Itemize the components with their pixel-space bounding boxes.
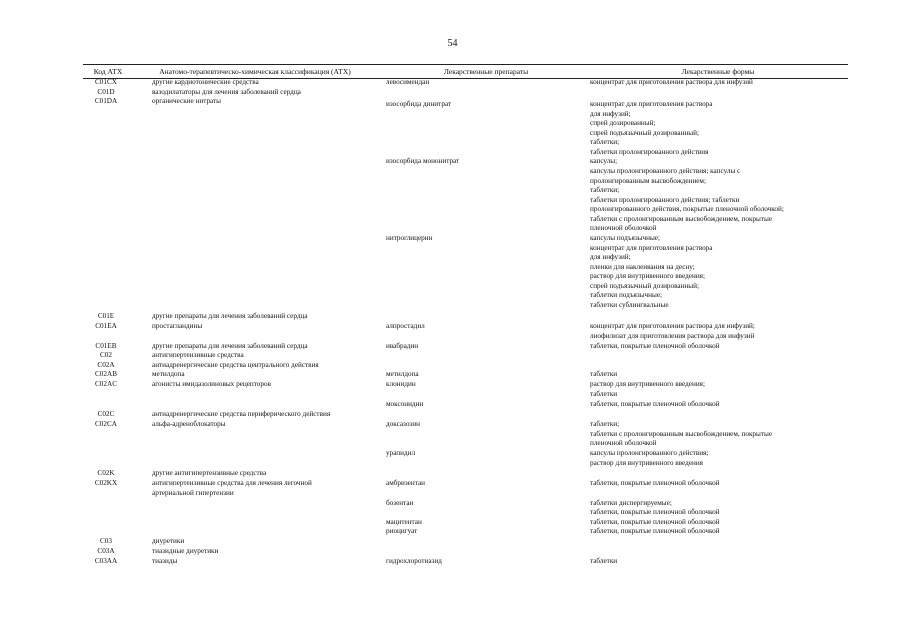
table-cell-classification: тиазидные диуретики	[152, 547, 219, 555]
table-cell-drug: мацитентан	[386, 518, 422, 526]
table-cell-code: C02KX	[94, 479, 118, 487]
table-cell-form: таблетки, покрытые пленочной оболочкой	[590, 518, 720, 526]
table-cell-form: пролонгированным высвобождением;	[590, 177, 706, 185]
table-cell-classification: другие кардиотонические средства	[152, 78, 259, 86]
table-cell-form: спрей дозированный;	[590, 119, 656, 127]
table-cell-form: пленки для наклеивания на десну;	[590, 263, 695, 271]
table-cell-drug: нитроглицерин	[386, 234, 433, 242]
table-cell-drug: моксонидин	[386, 400, 424, 408]
table-cell-drug: метилдопа	[386, 370, 419, 378]
table-cell-drug: риоцигуат	[386, 527, 418, 535]
table-cell-form: таблетки с пролонгированным высвобождением, покрытые	[590, 430, 773, 438]
table-cell-form: спрей подъязычный дозированный;	[590, 282, 699, 290]
table-cell-form: таблетки	[590, 390, 618, 398]
table-cell-classification: другие препараты для лечения заболеваний сердца	[152, 342, 308, 350]
table-cell-form: пленочной оболочкой	[590, 439, 657, 447]
table-cell-drug: ивабрадин	[386, 342, 419, 350]
page-number: 54	[447, 38, 458, 49]
table-cell-form: капсулы;	[590, 157, 618, 165]
table-cell-form: таблетки подъязычные;	[590, 291, 663, 299]
table-cell-classification: другие антигипертензивные средства	[152, 469, 267, 477]
table-cell-form: для инфузий;	[590, 253, 631, 261]
table-cell-code: C02C	[97, 410, 115, 418]
table-cell-drug: амбризентан	[386, 479, 425, 487]
table-cell-form: капсулы подъязычные;	[590, 234, 660, 242]
table-cell-code: C01CX	[95, 78, 117, 86]
table-cell-form: таблетки, покрытые пленочной оболочкой	[590, 400, 720, 408]
table-cell-form: концентрат для приготовления раствора для инфузий;	[590, 322, 755, 330]
table-cell-form: капсулы пролонгированного действия;	[590, 449, 709, 457]
table-cell-code: C02AB	[95, 370, 117, 378]
table-cell-code: C01E	[97, 312, 115, 320]
table-cell-form: таблетки	[590, 557, 618, 565]
table-cell-code: C03AA	[94, 557, 118, 565]
table-cell-form: спрей подъязычный дозированный;	[590, 129, 699, 137]
table-cell-code: C02AC	[95, 380, 117, 388]
table-cell-code: C01DA	[94, 97, 118, 105]
table-cell-classification: метилдопа	[152, 370, 185, 378]
table-cell-code: C02K	[97, 469, 115, 477]
table-cell-code: C02CA	[95, 420, 117, 428]
table-cell-form: лиофилизат для приготовления раствора для инфузий	[590, 332, 755, 340]
header-code: Код АТХ	[93, 67, 123, 76]
table-cell-form: таблетки, покрытые пленочной оболочкой	[590, 508, 720, 516]
table-cell-form: таблетки;	[590, 138, 620, 146]
table-cell-code: C02	[100, 351, 112, 359]
table-cell-form: концентрат для приготовления раствора	[590, 244, 713, 252]
table-cell-form: пролонгированного действия, покрытые пленочной оболочкой;	[590, 205, 784, 213]
table-cell-form: концентрат для приготовления раствора для инфузий	[590, 78, 753, 86]
table-cell-classification: простагландины	[152, 322, 203, 330]
table-cell-form: раствор для внутривенного введения	[590, 459, 703, 467]
table-cell-code: C02A	[97, 361, 115, 369]
table-cell-classification: тиазиды	[152, 557, 178, 565]
table-cell-form: таблетки сублингвальные	[590, 301, 669, 309]
table-cell-drug: изосорбида мононитрат	[386, 157, 460, 165]
table-cell-code: C03A	[97, 547, 115, 555]
table-cell-drug: урапидил	[386, 449, 416, 457]
table-cell-form: раствор для внутривенного введения;	[590, 380, 705, 388]
table-cell-form: таблетки	[590, 370, 618, 378]
table-cell-classification: альфа-адреноблокаторы	[152, 420, 226, 428]
table-cell-form: таблетки;	[590, 420, 620, 428]
header-forms: Лекарственные формы	[681, 67, 755, 76]
table-cell-classification: агонисты имидазолиновых рецепторов	[152, 380, 271, 388]
table-cell-form: таблетки с пролонгированным высвобождением, покрытые	[590, 215, 773, 223]
table-cell-form: капсулы пролонгированного действия; капсулы с	[590, 167, 741, 175]
table-cell-form: концентрат для приготовления раствора	[590, 100, 713, 108]
table-cell-classification: антиадренергические средства центрального действия	[152, 361, 319, 369]
table-cell-classification: артериальной гипертензии	[152, 489, 234, 497]
table-cell-form: таблетки, покрытые пленочной оболочкой	[590, 342, 720, 350]
table-cell-classification: антигипертензивные средства	[152, 351, 244, 359]
table-cell-form: таблетки, покрытые пленочной оболочкой	[590, 479, 720, 487]
table-cell-drug: бозентан	[386, 499, 414, 507]
table-cell-code: C01EB	[95, 342, 117, 350]
table-cell-classification: антиадренергические средства периферического действия	[152, 410, 331, 418]
table-cell-classification: вазодилататоры для лечения заболеваний сердца	[152, 88, 301, 96]
table-cell-form: таблетки;	[590, 186, 620, 194]
table-cell-form: пленочной оболочкой	[590, 224, 657, 232]
table-cell-form: таблетки пролонгированного действия	[590, 148, 709, 156]
table-cell-classification: антигипертензивные средства для лечения легочной	[152, 479, 312, 487]
table-cell-code: C01EA	[95, 322, 117, 330]
table-cell-classification: органические нитраты	[152, 97, 222, 105]
table-cell-drug: изосорбида динитрат	[386, 100, 452, 108]
header-classification: Анатомо-терапевтическо-химическая классификация (АТХ)	[159, 67, 351, 76]
table-cell-form: таблетки пролонгированного действия; таблетки	[590, 196, 740, 204]
table-cell-drug: левосимендан	[386, 78, 430, 86]
table-cell-form: таблетки диспергируемые;	[590, 499, 672, 507]
table-cell-classification: другие препараты для лечения заболеваний сердца	[152, 312, 308, 320]
table-cell-drug: клонидин	[386, 380, 416, 388]
table-cell-drug: гидрохлоротиазид	[386, 557, 442, 565]
table-cell-drug: алпростадил	[386, 322, 425, 330]
table-cell-drug: доксазозин	[386, 420, 420, 428]
table-cell-form: таблетки, покрытые пленочной оболочкой	[590, 527, 720, 535]
table-cell-form: раствор для внутривенного введения;	[590, 272, 705, 280]
table-cell-form: для инфузий;	[590, 110, 631, 118]
table-cell-classification: диуретики	[152, 537, 185, 545]
table-cell-code: C03	[100, 537, 112, 545]
table-cell-code: C01D	[97, 88, 115, 96]
header-drugs: Лекарственные препараты	[443, 67, 529, 76]
